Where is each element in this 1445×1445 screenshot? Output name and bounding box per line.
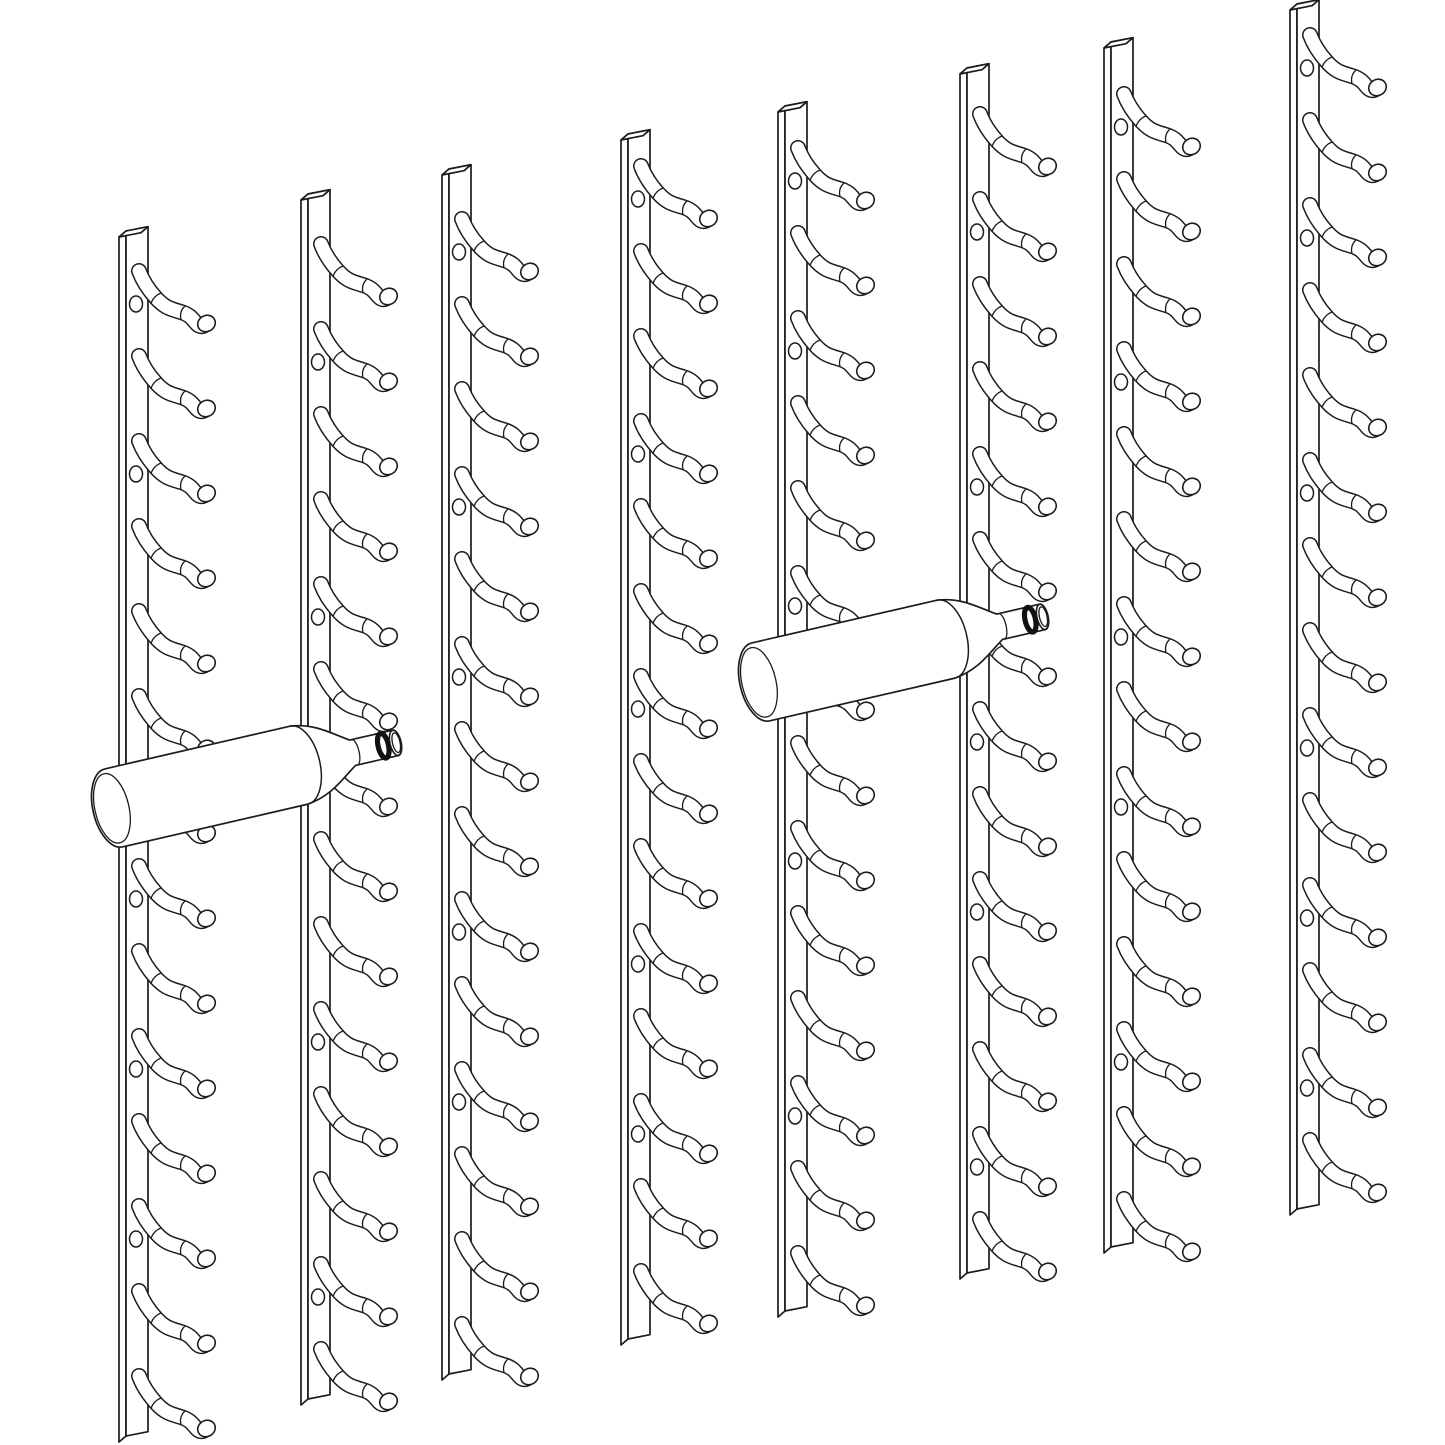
rail-side-face <box>442 169 449 1380</box>
bottle-peg-hook <box>1124 94 1203 158</box>
bottle-peg-hook <box>321 1179 400 1243</box>
bottle-peg-hook <box>462 389 541 453</box>
bottle-peg-hook <box>1124 179 1203 243</box>
mount-hole <box>130 1231 143 1247</box>
mount-hole <box>632 1126 645 1142</box>
mount-hole <box>453 924 466 940</box>
bottle-peg-hook <box>641 506 720 570</box>
bottle-peg-hook <box>321 1009 400 1073</box>
bottle-peg-hook <box>139 1036 218 1100</box>
bottle-peg-hook <box>980 1049 1059 1113</box>
mount-hole <box>1115 1054 1128 1070</box>
rail-side-face <box>1290 4 1297 1215</box>
mount-hole <box>632 956 645 972</box>
bottle-peg-hook <box>798 913 877 977</box>
bottle-peg-hook <box>321 1349 400 1413</box>
mount-hole <box>789 343 802 359</box>
bottle-peg-hook <box>1310 375 1389 439</box>
mount-hole <box>789 1108 802 1124</box>
bottle-peg-hook <box>139 611 218 675</box>
bottle-peg-hook <box>641 761 720 825</box>
mount-hole <box>1301 740 1314 756</box>
mount-hole <box>1115 374 1128 390</box>
bottle-peg-hook <box>798 1168 877 1232</box>
mount-hole <box>130 1061 143 1077</box>
bottle-peg-hook <box>1124 604 1203 668</box>
bottle-peg-hook <box>641 1101 720 1165</box>
bottle-peg-hook <box>321 414 400 478</box>
mount-hole <box>971 479 984 495</box>
bottle-peg-hook <box>1124 774 1203 838</box>
mount-hole <box>971 224 984 240</box>
bottle-peg-hook <box>462 304 541 368</box>
bottle-peg-hook <box>321 669 400 733</box>
bottle-peg-hook <box>139 1376 218 1440</box>
bottle-peg-hook <box>139 1291 218 1355</box>
bottle-peg-hook <box>1310 460 1389 524</box>
mount-hole <box>312 1289 325 1305</box>
rail-side-face <box>1104 42 1111 1253</box>
bottle-peg-hook <box>321 1264 400 1328</box>
bottle-peg-hook <box>1310 1140 1389 1204</box>
mount-hole <box>453 1094 466 1110</box>
mount-hole <box>1301 230 1314 246</box>
mount-hole <box>789 853 802 869</box>
bottle-peg-hook <box>1310 35 1389 99</box>
bottle-peg-hook <box>980 284 1059 348</box>
bottle-peg-hook <box>980 879 1059 943</box>
bottle-peg-hook <box>1310 545 1389 609</box>
mount-hole <box>1301 910 1314 926</box>
bottle-peg-hook <box>321 584 400 648</box>
bottle-peg-hook <box>980 369 1059 433</box>
mount-hole <box>632 701 645 717</box>
bottle-peg-hook <box>139 441 218 505</box>
bottle-peg-hook <box>139 1121 218 1185</box>
rail-front-face <box>1297 0 1319 1209</box>
bottle-peg-hook <box>1124 1199 1203 1263</box>
bottle-peg-hook <box>641 251 720 315</box>
bottle-peg-hook <box>798 488 877 552</box>
mount-hole <box>130 891 143 907</box>
bottle-peg-hook <box>641 166 720 230</box>
bottle-peg-hook <box>139 1206 218 1270</box>
mount-hole <box>789 173 802 189</box>
bottle-peg-hook <box>462 219 541 283</box>
bottle-peg-hook <box>1310 630 1389 694</box>
bottle-peg-hook <box>321 244 400 308</box>
bottle-peg-hook <box>980 454 1059 518</box>
bottle-peg-hook <box>641 1186 720 1250</box>
bottle-peg-hook <box>1310 1055 1389 1119</box>
bottle-peg-hook <box>798 318 877 382</box>
mount-hole <box>971 1159 984 1175</box>
bottle-peg-hook <box>1310 205 1389 269</box>
bottle-peg-hook <box>641 1271 720 1335</box>
mount-hole <box>971 904 984 920</box>
mount-hole <box>632 446 645 462</box>
bottle-peg-hook <box>798 1253 877 1317</box>
mount-hole <box>971 734 984 750</box>
bottle-peg-hook <box>321 839 400 903</box>
bottle-peg-hook <box>1124 1029 1203 1093</box>
bottle-peg-hook <box>321 1094 400 1158</box>
bottle-peg-hook <box>1310 290 1389 354</box>
mount-hole <box>312 609 325 625</box>
rail-8 <box>1290 0 1389 1215</box>
bottle-peg-hook <box>1124 434 1203 498</box>
bottle-peg-hook <box>139 526 218 590</box>
bottle-peg-hook <box>1124 349 1203 413</box>
rail-front-face <box>449 165 471 1374</box>
bottle-peg-hook <box>798 148 877 212</box>
rail-side-face <box>621 134 628 1345</box>
mount-hole <box>1115 629 1128 645</box>
bottle-peg-hook <box>462 559 541 623</box>
mount-hole <box>1301 1080 1314 1096</box>
bottle-peg-hook <box>980 1134 1059 1198</box>
bottle-peg-hook <box>798 233 877 297</box>
bottle-peg-hook <box>641 931 720 995</box>
rail-7 <box>1104 38 1203 1263</box>
mount-hole <box>1301 485 1314 501</box>
bottle-peg-hook <box>980 1219 1059 1283</box>
bottle-peg-hook <box>1310 885 1389 949</box>
bottle-peg-hook <box>1124 944 1203 1008</box>
bottle-peg-hook <box>139 866 218 930</box>
mount-hole <box>789 598 802 614</box>
bottle-peg-hook <box>798 998 877 1062</box>
bottle-peg-hook <box>980 964 1059 1028</box>
bottle-peg-hook <box>798 743 877 807</box>
bottle-peg-hook <box>462 1324 541 1388</box>
bottle-peg-hook <box>462 1239 541 1303</box>
bottle-peg-hook <box>462 474 541 538</box>
bottle-peg-hook <box>641 676 720 740</box>
bottle-peg-hook <box>1310 120 1389 184</box>
bottle-peg-hook <box>798 828 877 892</box>
bottle-peg-hook <box>980 199 1059 263</box>
bottle-peg-hook <box>1310 970 1389 1034</box>
mount-hole <box>1301 60 1314 76</box>
mount-hole <box>1115 799 1128 815</box>
rail-3 <box>442 165 541 1388</box>
mount-hole <box>130 296 143 312</box>
bottle-peg-hook <box>139 271 218 335</box>
bottle-peg-hook <box>980 709 1059 773</box>
bottle-peg-hook <box>462 644 541 708</box>
rail-6 <box>960 64 1059 1283</box>
mount-hole <box>453 669 466 685</box>
mount-hole <box>130 466 143 482</box>
bottle-peg-hook <box>980 114 1059 178</box>
bottle-peg-hook <box>462 729 541 793</box>
mount-hole <box>453 499 466 515</box>
bottle-peg-hook <box>641 846 720 910</box>
mount-hole <box>312 354 325 370</box>
bottle-peg-hook <box>1124 519 1203 583</box>
bottle-peg-hook <box>139 951 218 1015</box>
bottle-peg-hook <box>462 814 541 878</box>
bottle-peg-hook <box>1310 800 1389 864</box>
bottle-peg-hook <box>139 356 218 420</box>
mount-hole <box>1115 119 1128 135</box>
bottle-peg-hook <box>462 984 541 1048</box>
bottle-peg-hook <box>321 924 400 988</box>
rail-4 <box>621 130 720 1345</box>
bottle-peg-hook <box>641 1016 720 1080</box>
bottle-peg-hook <box>1124 689 1203 753</box>
mount-hole <box>453 244 466 260</box>
bottle-peg-hook <box>462 1069 541 1133</box>
bottle-peg-hook <box>1310 715 1389 779</box>
bottle-peg-hook <box>462 1154 541 1218</box>
bottle-peg-hook <box>980 794 1059 858</box>
rail-front-face <box>628 130 650 1339</box>
bottle-peg-hook <box>321 329 400 393</box>
bottle-peg-hook <box>641 421 720 485</box>
mount-hole <box>632 191 645 207</box>
bottle-peg-hook <box>1124 264 1203 328</box>
bottle-peg-hook <box>641 336 720 400</box>
bottle-peg-hook <box>798 1083 877 1147</box>
bottle-peg-hook <box>321 499 400 563</box>
bottle-peg-hook <box>462 899 541 963</box>
bottle-peg-hook <box>641 591 720 655</box>
bottle-peg-hook <box>1124 1114 1203 1178</box>
bottle-peg-hook <box>980 539 1059 603</box>
bottle-peg-hook <box>1124 859 1203 923</box>
mount-hole <box>312 1034 325 1050</box>
bottle-peg-hook <box>798 403 877 467</box>
